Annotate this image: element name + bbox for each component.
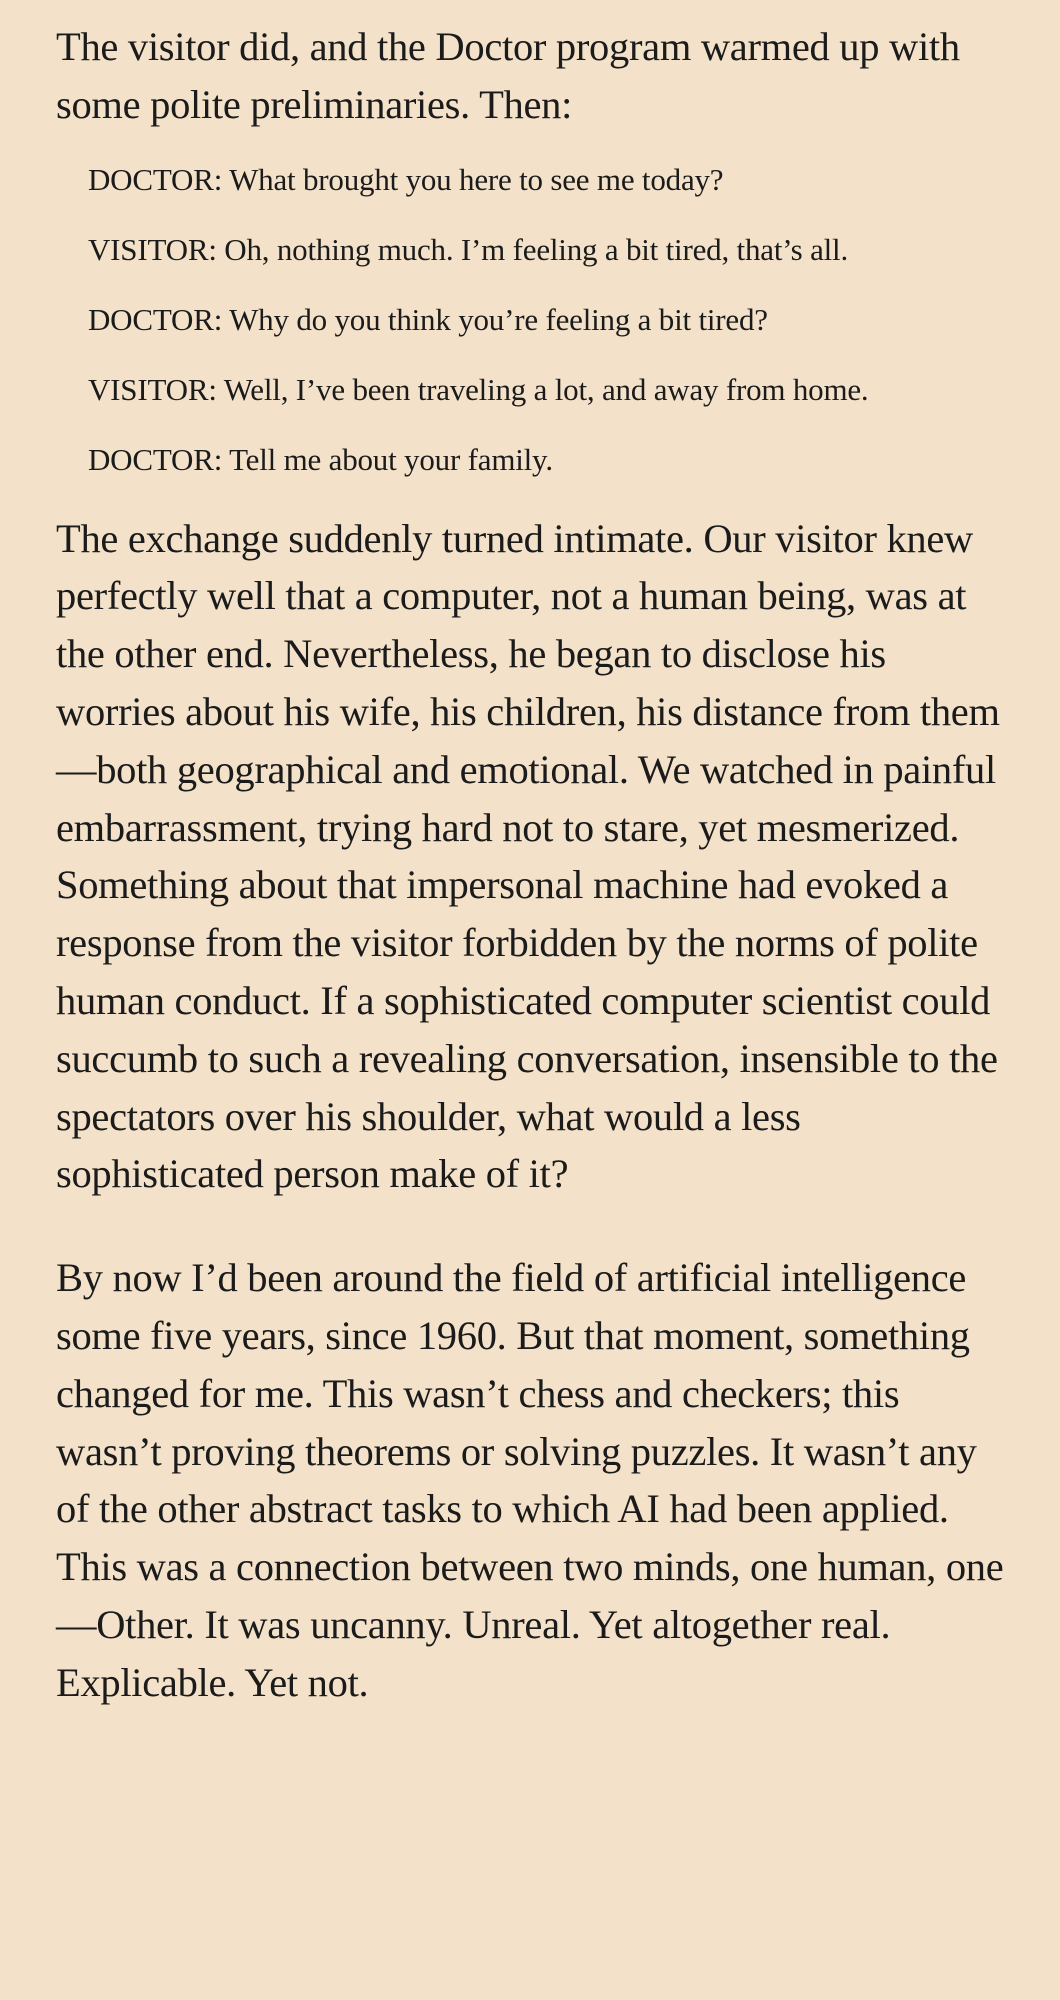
dialogue-text: What brought you here to see me today? — [229, 161, 724, 197]
body-paragraph-2: The exchange suddenly turned intimate. Our visitor knew perfectly well that a computer, not a human being, was at the other end. Nevertheless, he began to disclose his worries about his wife, his children, his distance from them—both geographical and emotional. We watched in painful embarrassment, trying hard not to stare, yet mesmerized. Something about that impersonal machine had evoked a response from the visitor forbidden by the norms of polite human conduct. If a sophisticated computer scientist could succumb to such a revealing conversation, insensible to the spectators over his shoulder, what would a less sophisticated person make of it? — [56, 515, 1000, 1197]
dialogue-line — [88, 436, 1008, 484]
intro-paragraph: The visitor did, and the Doctor program warmed up with some polite preliminaries. Then: — [56, 24, 960, 127]
speaker-label: VISITOR : — [88, 372, 224, 407]
dialogue-line — [88, 226, 1008, 274]
speaker-label: DOCTOR : — [88, 162, 229, 197]
dialogue-line — [88, 296, 1008, 344]
dialogue-text: Tell me about your family. — [229, 441, 553, 477]
dialogue-line — [88, 156, 1008, 204]
dialogue-text: Why do you think you’re feeling a bit tired? — [229, 301, 768, 337]
body-paragraph-3: By now I’d been around the field of artificial intelligence some five years, since 1960. But that moment, something changed for me. This wasn’t chess and checkers; this wasn’t proving theorems or solving puzzles. It wasn’t any of the other abstract tasks to which AI had been applied. This was a connection between two minds, one human, one —Other. It was uncanny. Unreal. Yet altogether real. Explicable. Yet not. — [56, 1255, 1004, 1705]
dialogue-text: Oh, nothing much. I’m feeling a bit tired, that’s all. — [224, 231, 848, 267]
dialogue-block — [88, 156, 1008, 484]
dialogue-text: Well, I’ve been traveling a lot, and away from home. — [223, 371, 869, 407]
speaker-label: DOCTOR : — [88, 302, 229, 337]
speaker-label: DOCTOR : — [88, 442, 229, 477]
speaker-label: VISITOR : — [88, 232, 224, 267]
dialogue-line — [88, 366, 1008, 414]
